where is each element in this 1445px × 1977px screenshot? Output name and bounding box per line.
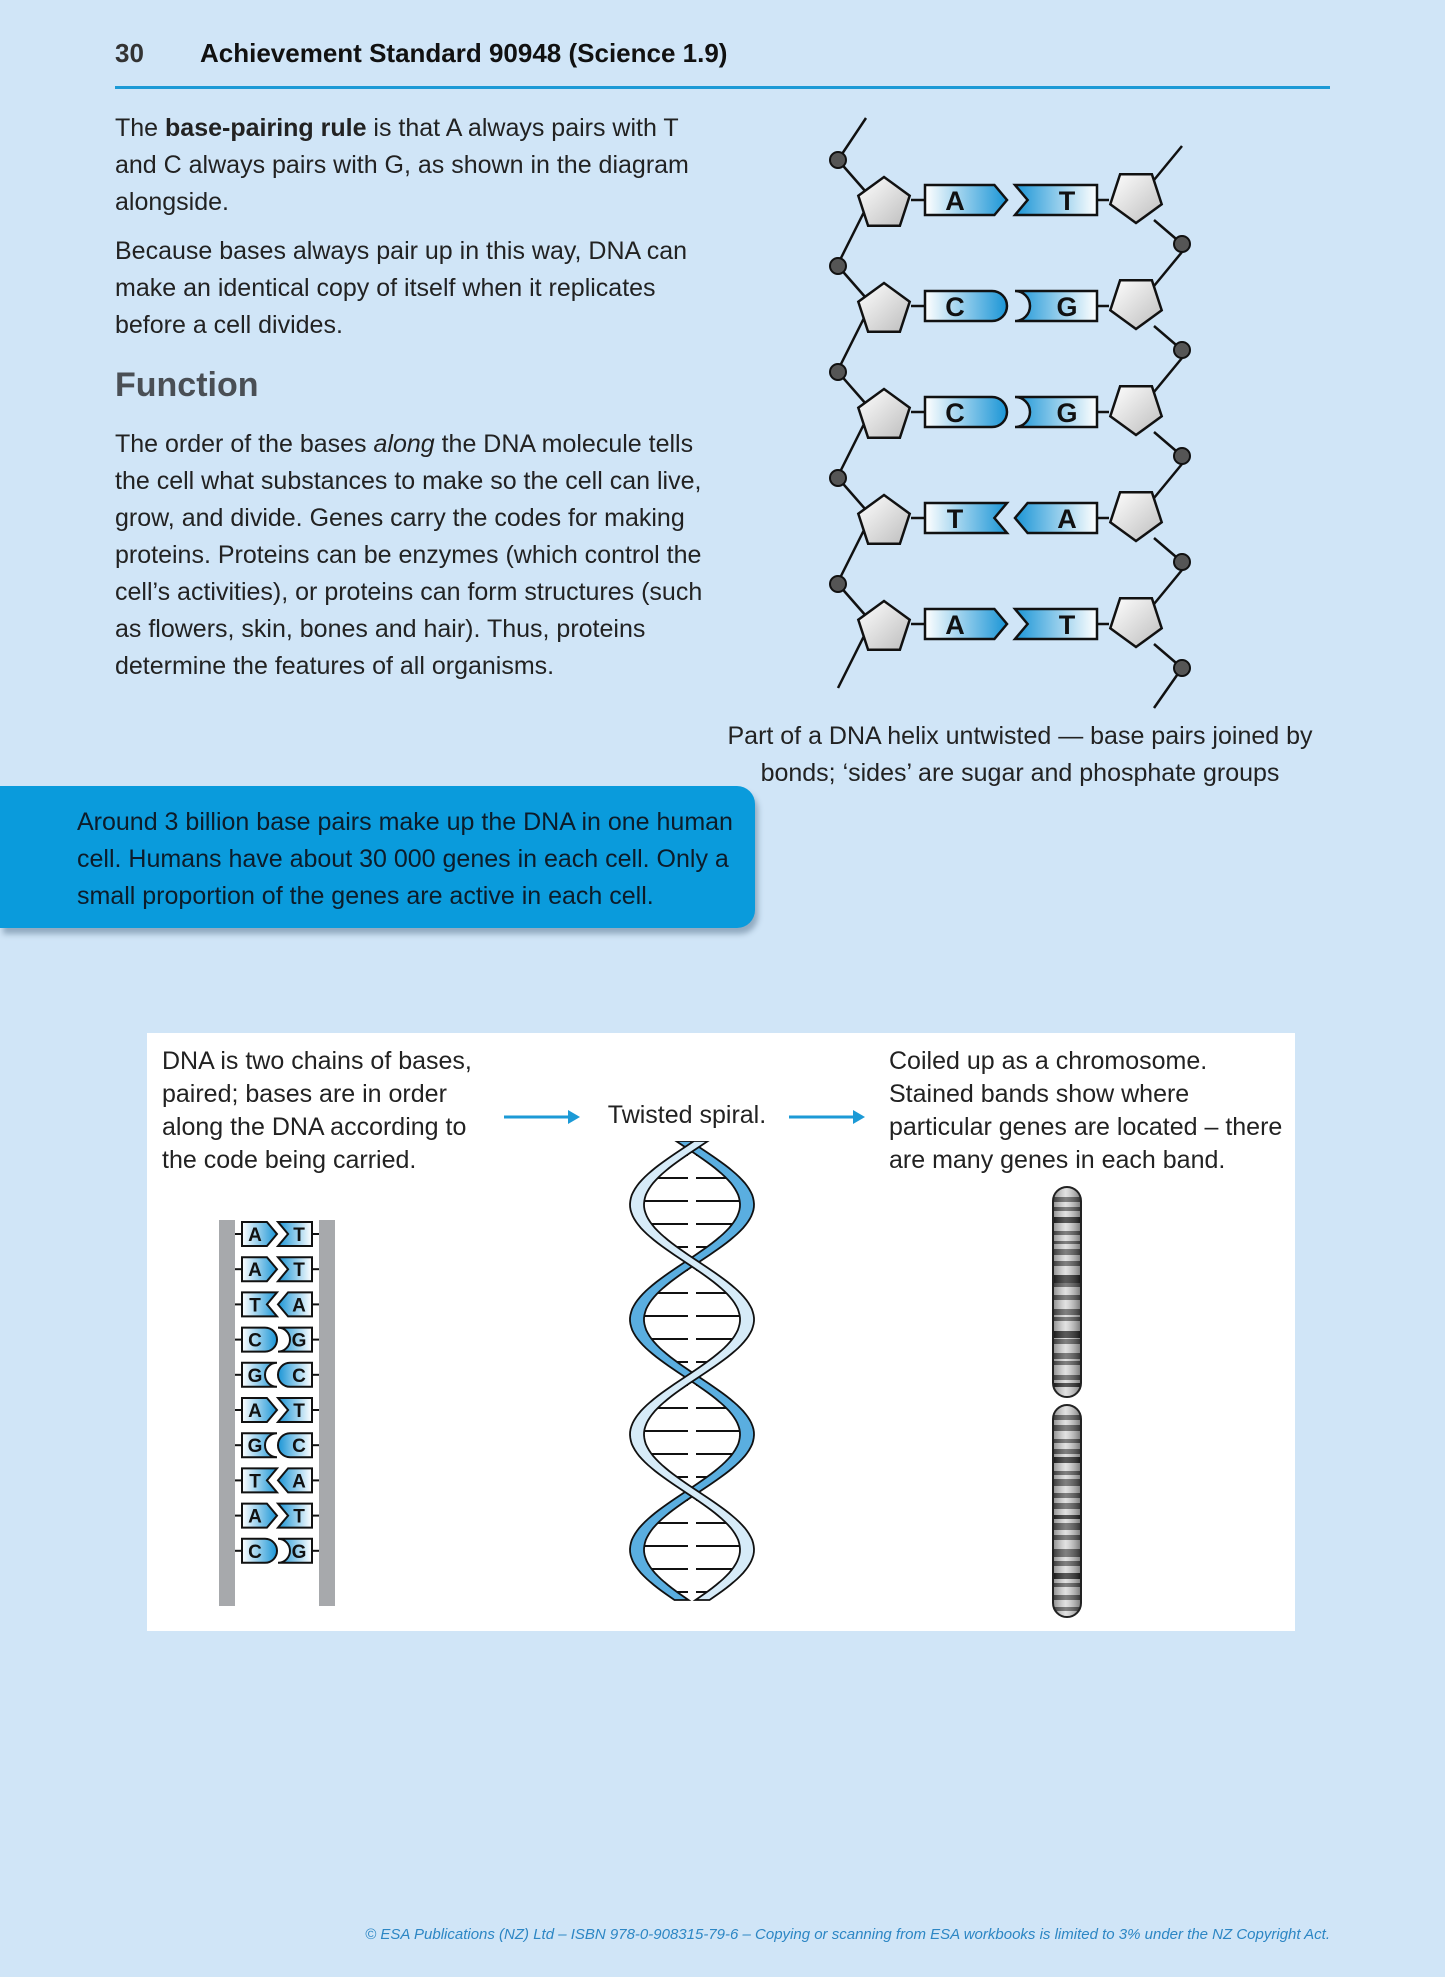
helix-base-pairs <box>911 185 1109 640</box>
sugar-left <box>858 283 909 332</box>
sugar-right <box>1110 598 1161 647</box>
base-t <box>925 503 1007 533</box>
helix-base-label: C <box>945 398 965 428</box>
function-paragraph <box>115 426 715 685</box>
ladder-base-label: T <box>293 1401 305 1422</box>
phosphate-dot <box>830 152 846 168</box>
ladder-base-label: A <box>292 1295 306 1317</box>
function-italic: along <box>373 430 435 458</box>
helix-base-label: G <box>1056 398 1078 428</box>
footer: © ESA Publications (NZ) Ltd – ISBN 978-0-908315-79-6 – Copying or scanning from ESA workbooks is limited to 3% under the NZ Copyright Act. <box>365 1926 1330 1943</box>
ladder-base-label: G <box>247 1436 263 1458</box>
left-backbone <box>219 1220 235 1606</box>
replication-paragraph: Because bases always pair up in this way, DNA can make an identical copy of itself when it replicates before a cell divides. <box>115 237 688 339</box>
phosphate-dot <box>1174 554 1190 570</box>
ladder-base-label: T <box>249 1471 261 1493</box>
base-t <box>1015 609 1097 639</box>
sugar-left <box>858 389 909 438</box>
ladder-base-label: C <box>248 1330 262 1352</box>
base-a <box>925 185 1007 215</box>
phosphate-dot <box>830 364 846 380</box>
header-title: Achievement Standard 90948 (Science 1.9) <box>200 38 728 68</box>
helix-base-label: A <box>1057 504 1077 534</box>
base-pair-ladder <box>202 1208 362 1628</box>
phosphate-dot <box>1174 342 1190 358</box>
helix-base-label: A <box>945 610 965 640</box>
base-a <box>925 609 1007 639</box>
fact-box <box>0 786 755 928</box>
sugar-right <box>1110 280 1161 329</box>
ladder-base-label: G <box>247 1365 263 1387</box>
base-pairing-term: base-pairing rule <box>165 114 367 142</box>
twisted-spiral <box>602 1141 782 1621</box>
sugar-right <box>1110 174 1161 223</box>
chromosome <box>1037 1183 1097 1623</box>
ladder-base-label: A <box>292 1471 306 1493</box>
base-a <box>1015 503 1097 533</box>
ladder-base-label: T <box>293 1225 305 1246</box>
phosphate-dot <box>830 258 846 274</box>
ladder-base-label: G <box>291 1330 307 1352</box>
chains-description: DNA is two chains of bases, paired; bases are in order along the DNA according to the code being carried. <box>162 1047 472 1174</box>
ladder-base-label: A <box>248 1401 262 1422</box>
function-prefix: The order of the bases <box>115 430 374 458</box>
right-backbone <box>319 1220 335 1606</box>
fact-box-text: Around 3 billion base pairs make up the DNA in one human cell. Humans have about 30 000 genes in each cell. Only a small proportion of the genes are active in each cell. <box>77 808 733 910</box>
base-pairing-paragraph <box>115 110 715 221</box>
phosphate-dot <box>830 576 846 592</box>
sugar-left <box>858 601 909 650</box>
function-heading: Function <box>115 366 259 404</box>
ladder-base-label: A <box>248 1506 262 1528</box>
page-number: 30 <box>115 38 144 68</box>
base-c <box>925 291 1007 321</box>
arrow-right-icon <box>502 1107 582 1127</box>
base-pairing-prefix: The <box>115 114 166 142</box>
sugar-left <box>858 495 909 544</box>
spiral-description: Twisted spiral. <box>607 1101 767 1129</box>
helix-caption: Part of a DNA helix untwisted — base pairs joined by bonds; ‘sides’ are sugar and phosphate groups <box>727 722 1313 787</box>
function-suffix: the DNA molecule tells the cell what substances to make so the cell can live, grow, and divide. Genes carry the codes for making proteins. Proteins can be enzymes (which control the cell’s activities), or proteins can form structures (such as flowers, skin, bones and hair). Thus, proteins determine the features of all organisms. <box>115 430 703 680</box>
ladder-base-label: C <box>292 1365 306 1387</box>
ladder-base-label: T <box>293 1506 305 1528</box>
sugar-right <box>1110 386 1161 435</box>
ladder-base-label: A <box>248 1225 262 1246</box>
sugar-right <box>1110 492 1161 541</box>
arrow-right-icon <box>787 1107 867 1127</box>
ladder-base-label: T <box>249 1295 261 1317</box>
helix-backbone <box>830 118 1190 708</box>
phosphate-dot <box>1174 660 1190 676</box>
helix-base-label: G <box>1056 292 1078 322</box>
helix-base-label: C <box>945 292 965 322</box>
untwisted-helix-diagram <box>770 110 1250 710</box>
helix-base-label: A <box>945 186 965 216</box>
base-c <box>925 397 1007 427</box>
ladder-base-label: C <box>292 1436 306 1458</box>
sugar-left <box>858 177 909 226</box>
dna-structure-panel <box>147 1033 1295 1631</box>
base-t <box>1015 185 1097 215</box>
ladder-base-label: G <box>291 1541 307 1563</box>
ladder-base-label: T <box>293 1260 305 1282</box>
phosphate-dot <box>830 470 846 486</box>
intro-section <box>115 110 715 344</box>
helix-base-label: T <box>1058 610 1076 640</box>
base-pairing-suffix: is that A always pairs with T and C always pairs with G, as shown in the diagram alongside. <box>115 114 689 216</box>
phosphate-dot <box>1174 448 1190 464</box>
ladder-base-label: C <box>248 1541 262 1563</box>
ladder-base-label: A <box>248 1260 262 1282</box>
phosphate-dot <box>1174 236 1190 252</box>
helix-base-label: T <box>1058 186 1076 216</box>
chromosome-description: Coiled up as a chromosome. Stained bands show where particular genes are located – there are many genes in each band. <box>889 1047 1283 1174</box>
page-header <box>115 34 1330 89</box>
helix-base-label: T <box>946 504 964 534</box>
